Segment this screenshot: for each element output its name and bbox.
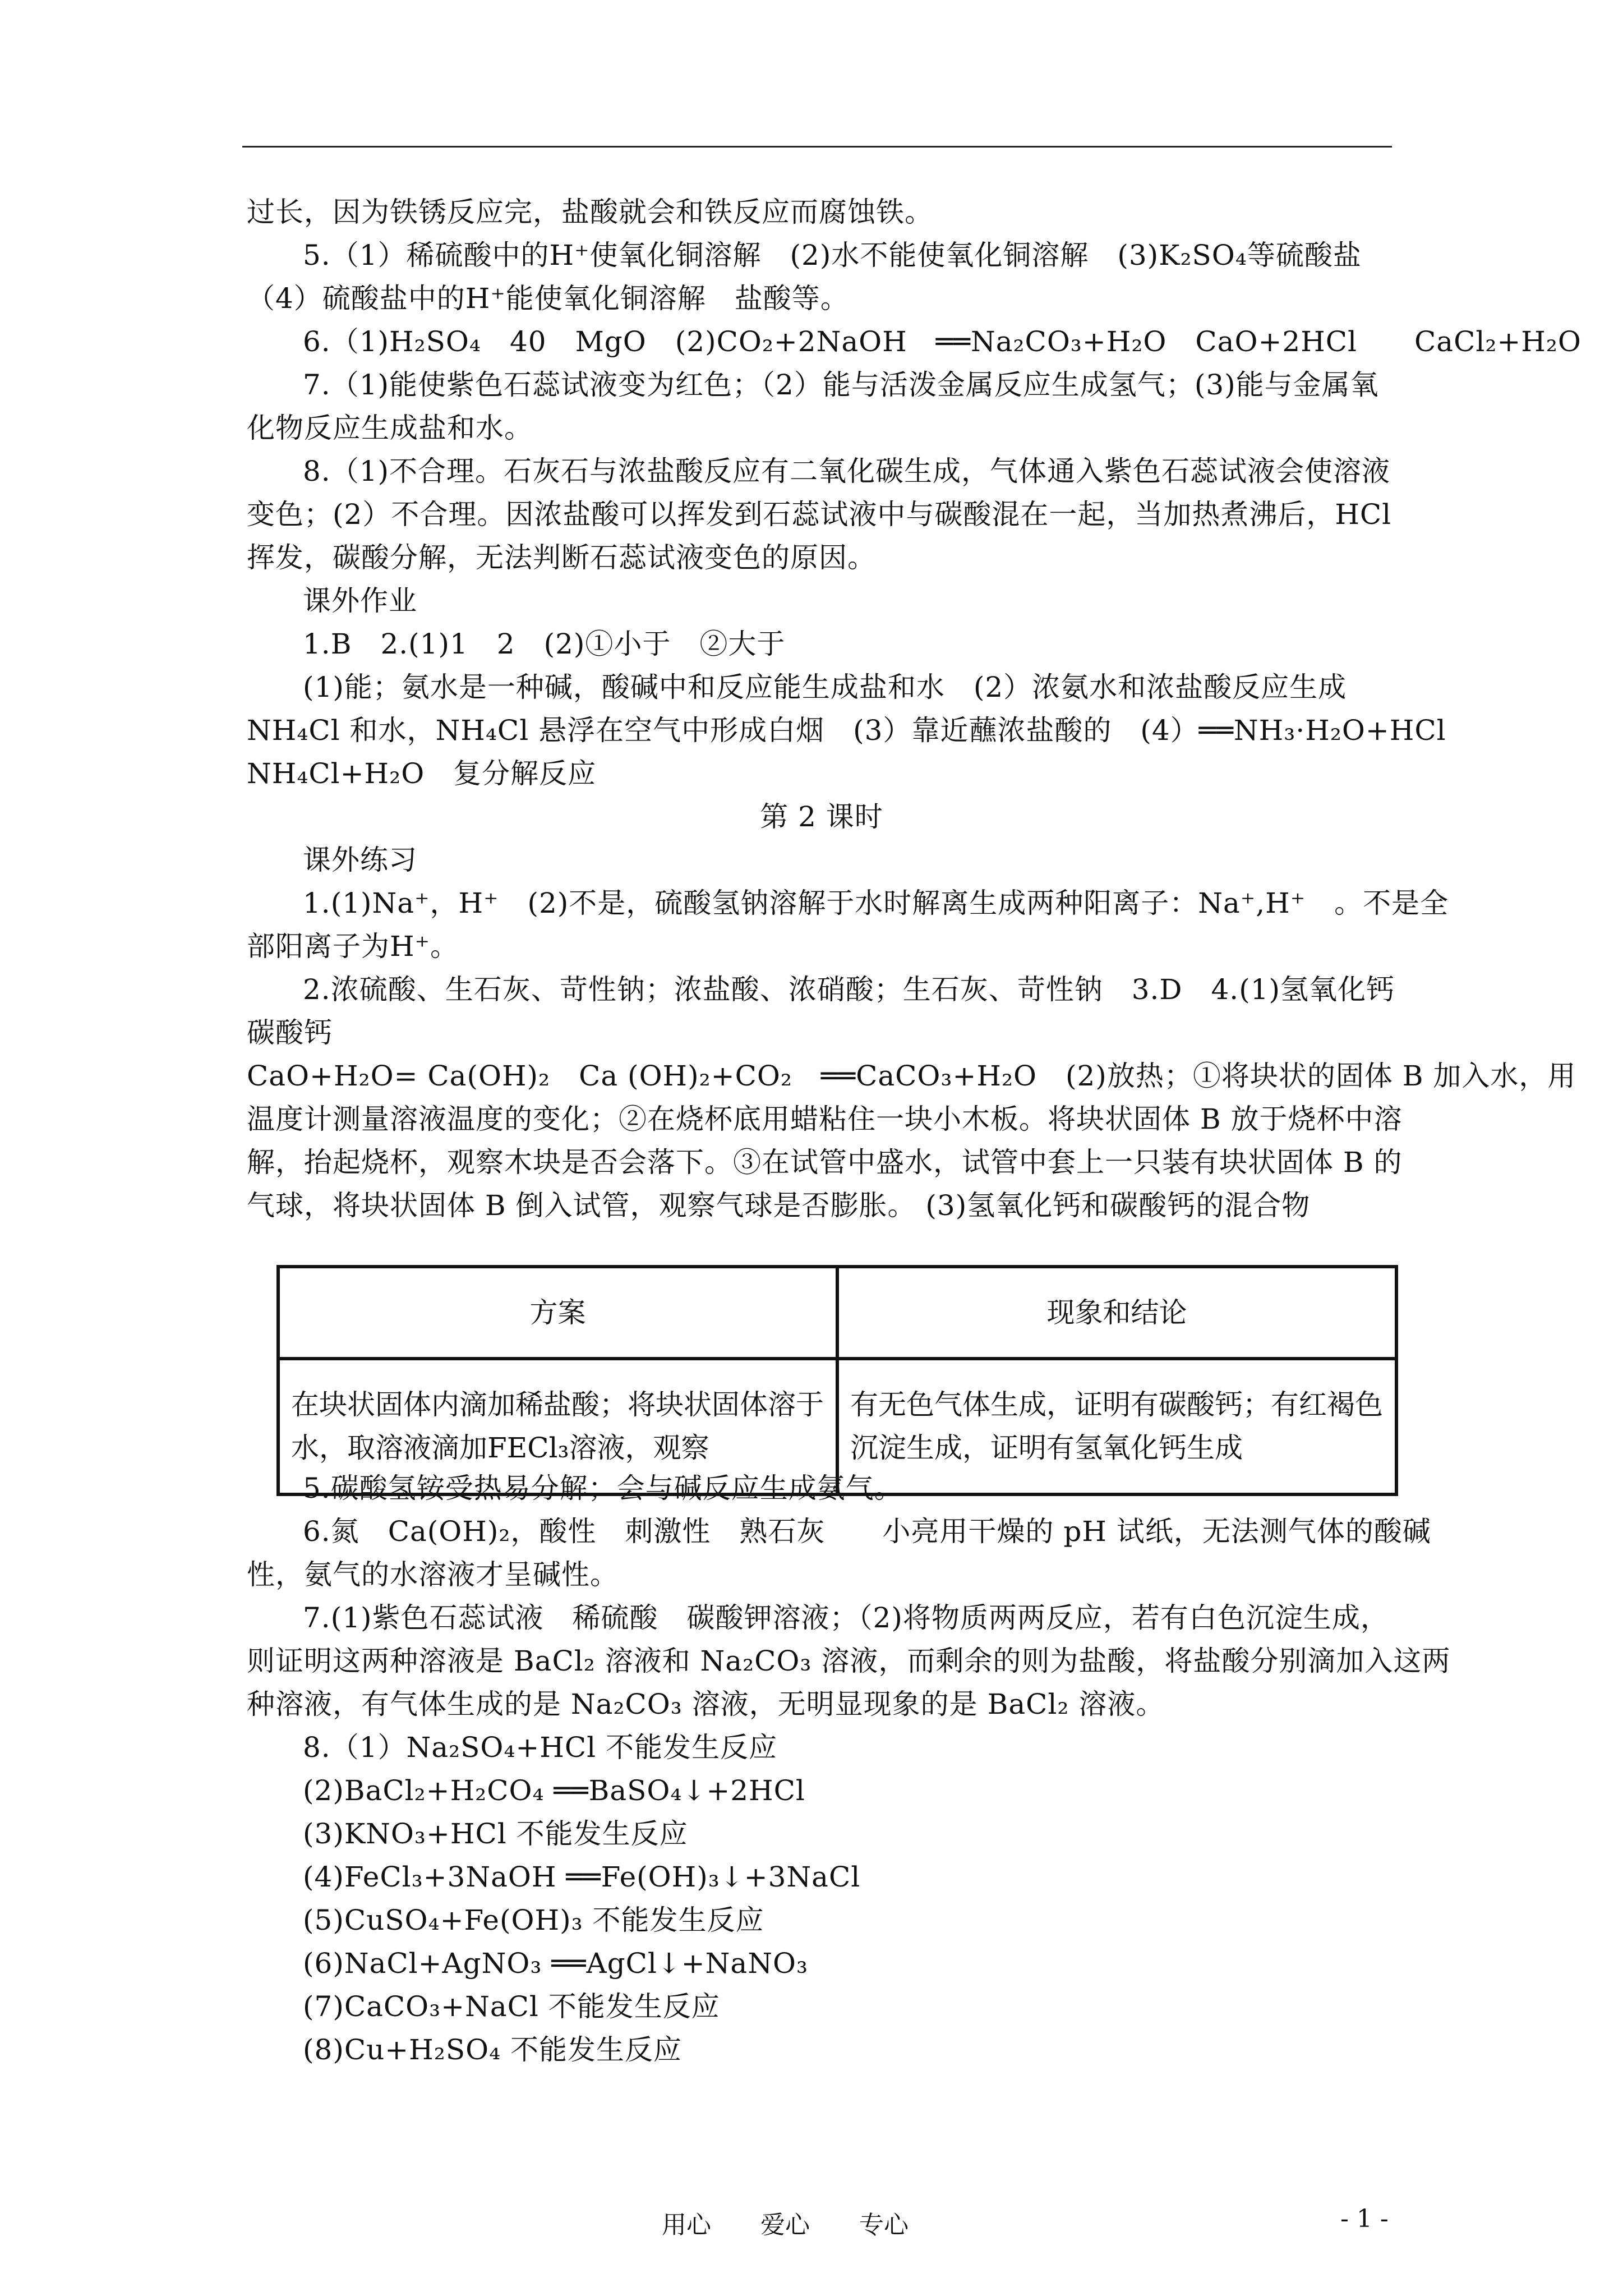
- text-line: 1.B 2.(1)1 2 (2)①小于 ②大于: [303, 628, 786, 660]
- text-line: (5)CuSO₄+Fe(OH)₃ 不能发生反应: [303, 1904, 764, 1936]
- text-line: NH₄Cl 和水，NH₄Cl 悬浮在空气中形成白烟 (3）靠近蘸浓盐酸的 (4）══NH₃·H₂O+HCl: [247, 714, 1446, 747]
- text-line: 种溶液，有气体生成的是 Na₂CO₃ 溶液，无明显现象的是 BaCl₂ 溶液。: [247, 1688, 1165, 1720]
- text-line: 碳酸钙: [247, 1016, 333, 1049]
- text-line: 课外练习: [303, 844, 417, 876]
- text-line: 化物反应生成盐和水。: [247, 412, 533, 444]
- text-line: 5.（1）稀硫酸中的H⁺使氧化铜溶解 (2)水不能使氧化铜溶解 (3)K₂SO₄等硫酸盐: [303, 239, 1362, 272]
- text-line: 则证明这两种溶液是 BaCl₂ 溶液和 Na₂CO₃ 溶液，而剩余的则为盐酸，将盐酸分别滴加入这两: [247, 1645, 1451, 1677]
- table-header-result: 现象和结论: [837, 1267, 1396, 1359]
- text-line: （4）硫酸盐中的H⁺能使氧化铜溶解 盐酸等。: [247, 282, 849, 315]
- text-line: (1)能；氨水是一种碱，酸碱中和反应能生成盐和水 (2）浓氨水和浓盐酸反应生成: [303, 671, 1347, 703]
- answer-text-lower: [247, 1467, 1451, 2072]
- text-line: 8.（1）Na₂SO₄+HCl 不能发生反应: [303, 1731, 778, 1764]
- text-line: (2)BaCl₂+H₂CO₄ ══BaSO₄↓+2HCl: [303, 1774, 805, 1807]
- text-line: 1.(1)Na⁺，H⁺ (2)不是，硫酸氢钠溶解于水时解离生成两种阳离子：Na⁺,H⁺ 。不是全: [303, 887, 1449, 919]
- table-header-plan: 方案: [278, 1267, 837, 1359]
- text-line: 8.（1)不合理。石灰石与浓盐酸反应有二氧化碳生成，气体通入紫色石蕊试液会使溶液: [303, 455, 1391, 487]
- table-cell-result: 有无色气体生成，证明有碳酸钙；有红褐色沉淀生成，证明有氢氧化钙生成: [837, 1359, 1396, 1494]
- text-line: (4)FeCl₃+3NaOH ══Fe(OH)₃↓+3NaCl: [303, 1861, 861, 1893]
- header-rule: [242, 146, 1392, 148]
- text-line: (8)Cu+H₂SO₄ 不能发生反应: [303, 2033, 683, 2066]
- text-line: 性，氨气的水溶液才呈碱性。: [247, 1558, 619, 1591]
- experiment-table: [276, 1265, 1398, 1496]
- text-line: 过长，因为铁锈反应完，盐酸就会和铁反应而腐蚀铁。: [247, 196, 933, 228]
- text-line: 解，抬起烧杯，观察木块是否会落下。③在试管中盛水，试管中套上一只装有块状固体 B 的: [247, 1146, 1403, 1179]
- text-line: 7.（1)能使紫色石蕊试液变为红色；（2）能与活泼金属反应生成氢气；(3)能与金属氧: [303, 369, 1379, 401]
- text-line: 变色；(2）不合理。因浓盐酸可以挥发到石蕊试液中与碳酸混在一起，当加热煮沸后，HCl: [247, 498, 1392, 531]
- text-line: 7.(1)紫色石蕊试液 稀硫酸 碳酸钾溶液；（2)将物质两两反应，若有白色沉淀生成，: [303, 1602, 1389, 1634]
- text-line: CaO+H₂O= Ca(OH)₂ Ca (OH)₂+CO₂ ══CaCO₃+H₂O (2)放热；①将块状的固体 B 加入水，用: [247, 1060, 1576, 1092]
- text-line: (3)KNO₃+HCl 不能发生反应: [303, 1818, 688, 1850]
- answer-text-upper: [247, 191, 1581, 1227]
- text-line: 第 2 课时: [760, 800, 883, 833]
- text-line: 温度计测量溶液温度的变化；②在烧杯底用蜡粘住一块小木板。将块状固体 B 放于烧杯中溶: [247, 1103, 1403, 1135]
- table-cell-plan: 在块状固体内滴加稀盐酸；将块状固体溶于水，取溶液滴加FECl₃溶液，观察: [278, 1359, 837, 1494]
- footer-motto: 用心 爱心 专心: [662, 2211, 909, 2239]
- text-line: 5.碳酸氢铵受热易分解；会与碱反应生成氨气。: [303, 1472, 903, 1504]
- text-line: 2.浓硫酸、生石灰、苛性钠；浓盐酸、浓硝酸；生石灰、苛性钠 3.D 4.(1)氢氧化钙: [303, 973, 1395, 1006]
- page-number: - 1 -: [1340, 2205, 1389, 2233]
- text-line: NH₄Cl+H₂O 复分解反应: [247, 757, 597, 790]
- text-line: 部阳离子为H⁺。: [247, 930, 459, 963]
- text-line: (7)CaCO₃+NaCl 不能发生反应: [303, 1990, 720, 2023]
- text-line: 6.（1)H₂SO₄ 40 MgO (2)CO₂+2NaOH ══Na₂CO₃+H₂O CaO+2HCl CaCl₂+H₂O: [303, 325, 1581, 358]
- text-line: 气球，将块状固体 B 倒入试管，观察气球是否膨胀。 (3)氢氧化钙和碳酸钙的混合物: [247, 1189, 1311, 1222]
- text-line: 课外作业: [303, 585, 417, 617]
- text-line: 挥发，碳酸分解，无法判断石蕊试液变色的原因。: [247, 541, 876, 574]
- text-line: 6.氮 Ca(OH)₂，酸性 刺激性 熟石灰 小亮用干燥的 pH 试纸，无法测气体的酸碱: [303, 1515, 1431, 1548]
- text-line: (6)NaCl+AgNO₃ ══AgCl↓+NaNO₃: [303, 1947, 809, 1980]
